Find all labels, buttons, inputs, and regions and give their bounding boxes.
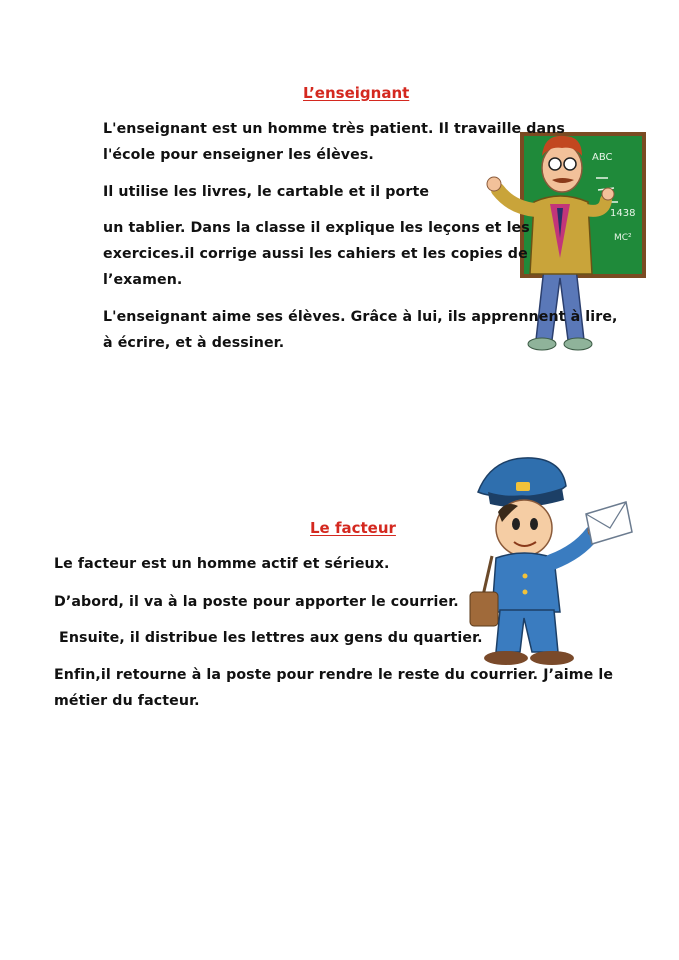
section2-line-3: Ensuite, il distribue les lettres aux gens du quartier.	[54, 630, 483, 646]
section1-line-7: L'enseignant aime ses élèves. Grâce à lui, ils apprennent à lire,	[103, 309, 618, 325]
section2-line-5: métier du facteur.	[54, 693, 200, 709]
section1-line-2: l'école pour enseigner les élèves.	[103, 147, 374, 163]
section1-line-8: à écrire, et à dessiner.	[103, 335, 285, 351]
section2-line-4: Enfin,il retourne à la poste pour rendre le reste du courrier. J’aime le	[54, 667, 614, 683]
section2-title: Le facteur	[310, 519, 396, 537]
section1-line-6: l’examen.	[103, 272, 183, 288]
section1-title: L’enseignant	[303, 84, 410, 102]
section1-line-1: L'enseignant est un homme très patient. Il travaille dans	[103, 121, 565, 137]
section1-line-4: un tablier. Dans la classe il explique les leçons et les	[103, 220, 530, 236]
section1-line-3: Il utilise les livres, le cartable et il porte	[103, 184, 430, 200]
section2-line-1: Le facteur est un homme actif et sérieux.	[54, 556, 390, 572]
board-note-1: ABC	[592, 152, 613, 163]
mailman-illustration	[462, 452, 637, 672]
board-note-3: MC²	[614, 233, 632, 243]
section2-line-2: D’abord, il va à la poste pour apporter le courrier.	[54, 594, 459, 610]
board-note-2: 1438	[610, 208, 636, 219]
section1-line-5: exercices.il corrige aussi les cahiers et les copies de	[103, 246, 528, 262]
